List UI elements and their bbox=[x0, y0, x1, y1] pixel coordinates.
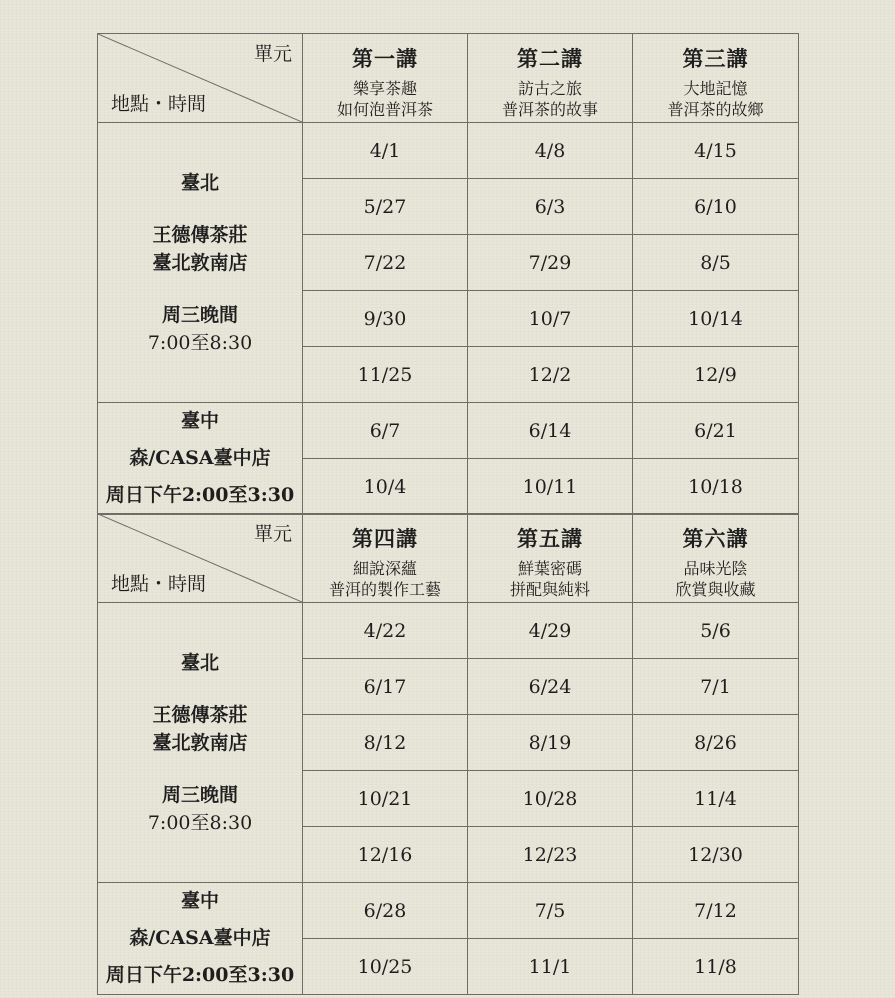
date-cell: 6/7 bbox=[303, 403, 468, 459]
date-row bbox=[98, 883, 799, 939]
header-row bbox=[98, 34, 799, 123]
lecture-title: 第六講 bbox=[682, 526, 749, 551]
city-label: 臺中 bbox=[180, 410, 219, 432]
date-cell: 10/11 bbox=[468, 459, 633, 515]
date-cell: 5/27 bbox=[303, 179, 468, 235]
date-cell: 10/18 bbox=[633, 459, 799, 515]
date-cell: 7/5 bbox=[468, 883, 633, 939]
schedule-table-1 bbox=[97, 33, 799, 515]
date-cell: 10/28 bbox=[468, 771, 633, 827]
venue-cell-taichung bbox=[98, 403, 303, 515]
venue-cell-taipei bbox=[98, 123, 303, 403]
lecture-header bbox=[633, 514, 799, 603]
date-cell: 6/17 bbox=[303, 659, 468, 715]
date-cell: 7/22 bbox=[303, 235, 468, 291]
lecture-header bbox=[303, 514, 468, 603]
lecture-topic: 鮮葉密碼 拼配與純料 bbox=[509, 559, 590, 599]
date-cell: 8/26 bbox=[633, 715, 799, 771]
header-row bbox=[98, 514, 799, 603]
lecture-title: 第二講 bbox=[517, 46, 583, 71]
corner-header bbox=[98, 514, 303, 603]
shop-name: 王德傳茶莊 bbox=[152, 703, 248, 726]
time-label: 周日下午2:00至3:30 bbox=[105, 964, 295, 986]
date-cell: 11/4 bbox=[633, 771, 799, 827]
lecture-title: 第三講 bbox=[682, 46, 749, 71]
date-cell: 8/5 bbox=[633, 235, 799, 291]
lecture-header bbox=[633, 34, 799, 123]
time-label: 7:00至8:30 bbox=[147, 811, 253, 834]
shop-name: 王德傳茶莊 bbox=[152, 223, 248, 246]
date-cell: 6/24 bbox=[468, 659, 633, 715]
date-cell: 11/8 bbox=[633, 939, 799, 995]
date-row bbox=[98, 403, 799, 459]
date-cell: 12/16 bbox=[303, 827, 468, 883]
time-label: 周日下午2:00至3:30 bbox=[105, 484, 295, 506]
date-cell: 10/4 bbox=[303, 459, 468, 515]
date-cell: 5/6 bbox=[633, 603, 799, 659]
branch-name: 臺北敦南店 bbox=[152, 731, 248, 754]
date-cell: 6/3 bbox=[468, 179, 633, 235]
date-cell: 10/21 bbox=[303, 771, 468, 827]
branch-name: 臺北敦南店 bbox=[152, 251, 248, 274]
time-label: 7:00至8:30 bbox=[147, 331, 253, 354]
location-time-label: 地點・時間 bbox=[111, 573, 207, 595]
date-cell: 11/1 bbox=[468, 939, 633, 995]
date-cell: 6/10 bbox=[633, 179, 799, 235]
lecture-topic: 品味光陰 欣賞與收藏 bbox=[675, 559, 756, 599]
city-label: 臺中 bbox=[180, 890, 219, 912]
date-cell: 10/14 bbox=[633, 291, 799, 347]
date-cell: 6/14 bbox=[468, 403, 633, 459]
date-cell: 12/2 bbox=[468, 347, 633, 403]
day-label: 周三晚間 bbox=[161, 303, 238, 326]
date-cell: 6/21 bbox=[633, 403, 799, 459]
lecture-title: 第四講 bbox=[352, 526, 418, 551]
lecture-title: 第一講 bbox=[352, 46, 418, 71]
unit-label: 單元 bbox=[253, 523, 292, 545]
date-cell: 4/8 bbox=[468, 123, 633, 179]
shop-name: 森/CASA臺中店 bbox=[129, 447, 271, 469]
date-cell: 4/22 bbox=[303, 603, 468, 659]
venue-cell-taipei bbox=[98, 603, 303, 883]
unit-label: 單元 bbox=[253, 43, 292, 65]
venue-cell-taichung bbox=[98, 883, 303, 995]
shop-name: 森/CASA臺中店 bbox=[129, 927, 271, 949]
city-label: 臺北 bbox=[180, 171, 219, 194]
location-time-label: 地點・時間 bbox=[111, 93, 207, 115]
date-cell: 7/12 bbox=[633, 883, 799, 939]
date-cell: 4/29 bbox=[468, 603, 633, 659]
date-cell: 12/23 bbox=[468, 827, 633, 883]
date-cell: 6/28 bbox=[303, 883, 468, 939]
lecture-topic: 細說深蘊 普洱的製作工藝 bbox=[328, 559, 441, 599]
date-row bbox=[98, 123, 799, 179]
lecture-title: 第五講 bbox=[517, 526, 583, 551]
date-cell: 8/19 bbox=[468, 715, 633, 771]
date-cell: 9/30 bbox=[303, 291, 468, 347]
lecture-header bbox=[303, 34, 468, 123]
date-cell: 10/7 bbox=[468, 291, 633, 347]
day-label: 周三晚間 bbox=[161, 783, 238, 806]
lecture-header bbox=[468, 514, 633, 603]
date-row bbox=[98, 603, 799, 659]
date-cell: 7/29 bbox=[468, 235, 633, 291]
lecture-topic: 樂享茶趣 如何泡普洱茶 bbox=[336, 79, 433, 119]
lecture-header bbox=[468, 34, 633, 123]
date-cell: 8/12 bbox=[303, 715, 468, 771]
date-cell: 12/9 bbox=[633, 347, 799, 403]
lecture-topic: 大地記憶 普洱茶的故鄉 bbox=[667, 79, 764, 119]
date-cell: 12/30 bbox=[633, 827, 799, 883]
city-label: 臺北 bbox=[180, 651, 219, 674]
date-cell: 7/1 bbox=[633, 659, 799, 715]
date-cell: 4/1 bbox=[303, 123, 468, 179]
date-cell: 4/15 bbox=[633, 123, 799, 179]
date-cell: 11/25 bbox=[303, 347, 468, 403]
lecture-topic: 訪古之旅 普洱茶的故事 bbox=[501, 79, 598, 119]
schedule-table-2 bbox=[97, 513, 799, 995]
corner-header bbox=[98, 34, 303, 123]
date-cell: 10/25 bbox=[303, 939, 468, 995]
